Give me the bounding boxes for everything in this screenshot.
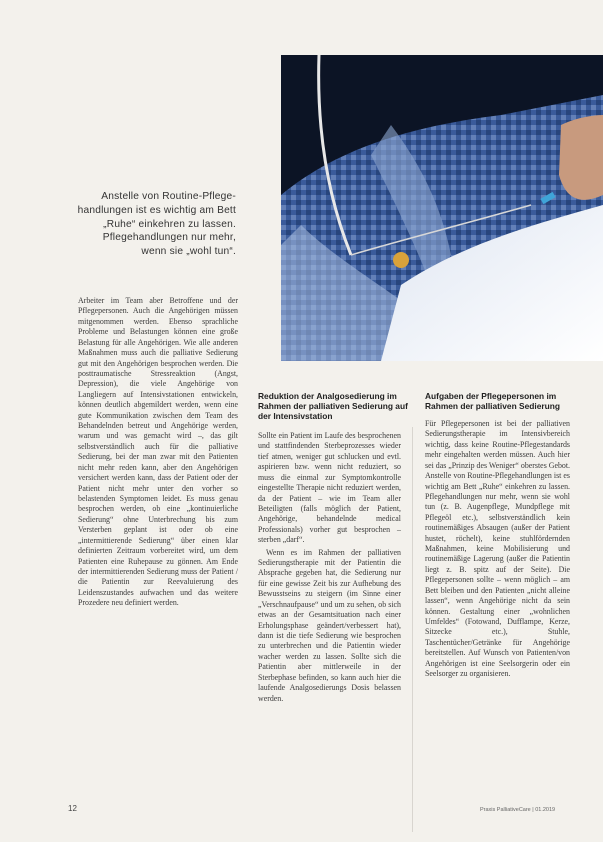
paragraph: Sollte ein Patient im Laufe des besprochenen und stattfindenden Sterbeprozesses wieder tief atmen, weniger gut schlucken und evtl. aspirieren bzw. wenn nicht reduziert, so muss die einmal zur Symptomkontrolle eingestellte Therapie nicht reduziert werden, da der Patient – wie im Team aller Beteiligten (falls möglich der Patient, Angehörige, behandelnde medical Professionals) vorher gut besprochen – sterben „darf“. [258, 431, 401, 545]
article-column-1 [78, 296, 238, 611]
pull-quote [56, 190, 236, 259]
photo-hospital-bed [281, 55, 603, 361]
photo-illustration [281, 55, 603, 361]
pull-quote-line: handlungen ist es wichtig am Bett [77, 204, 236, 216]
pull-quote-line: Pflegehandlungen nur mehr, [102, 232, 236, 244]
article-column-2 [258, 431, 401, 706]
pull-quote-line: Anstelle von Routine-Pflege- [101, 191, 236, 202]
pull-quote-line: „Ruhe“ einkehren zu lassen. [103, 218, 236, 230]
paragraph: Wenn es im Rahmen der palliativen Sedierungstherapie mit der Patientin die Absprache gegeben hat, die Sedierung nur für eine gewisse Zeit bis zur Aufhebung des Bewusstseins zu steigern (im Sinne einer „Verschnaufpause“ und um zu sehen, ob sich etwas an der Gesamtsituation nach einer Erholungsphase geändert/verbessert hat), dann ist die tiefe Sedierung wie besprochen zu unterbrechen und die Patientin wieder wacher werden zu lassen. Sollte sich die Patientin aber mittlerweile in der Sterbephase befinden, so kann auch hier die laufende Analgosedierungs Dosis belassen werden. [258, 547, 401, 703]
paragraph: Für Pflegepersonen ist bei der palliativen Sedierungstherapie im Intensivbereich wichtig, dass keine Routine-Pflegestandards mehr eingehalten werden müssen. Auch hier sei das „Prinzip des Weniger“ oberstes Gebot. Anstelle von Routine-Pflegehandlungen ist es wichtig am Bett „Ruhe“ einkehren zu lassen. Pflegehandlungen nur mehr, wenn sie wohl tun (z. B. Augenpflege, Mundpflege mit Pflegeöl etc.), selbstverständlich kein routinemäßiges Absaugen (außer der Patient hustet, röchelt), keine stuhlfördernden Maßnahmen, keine Mobilisierung und routinemäßige Lagerung (außer die Patientin liegt z. B. spitz auf der Seite). Die Pflegepersonen sollte – wenn möglich – am Bett bleiben und den Patienten „nicht alleine lassen“, wenn Angehörige nicht da sein können. Gestaltung einer „wohnlichen Umfeldes“ (Fotowand, Dufflampe, Kerze, Sitzecke etc.), Stuhle, Taschentücher/Getränke für Angehörige bereitstellen. Auf Wunsch von Patienten/von Angehörigen ist eine Seelsorgerin oder ein Seelsorger zu organisieren. [425, 419, 570, 679]
section-heading-nursing-tasks: Aufgaben der Pflegepersonen im Rahmen der palliativen Sedierung [425, 391, 560, 412]
article-column-3 [425, 419, 570, 682]
pull-quote-line: wenn sie „wohl tun“. [141, 246, 236, 258]
paragraph: Arbeiter im Team aber Betroffene und der Pflegepersonen. Auch die Angehörigen müssen mitgenommen werden. Ebenso sprachliche Probleme und Belastungen können eine große Belastung für alle Angehörigen. Wie alle anderen Maßnahmen muss auch die palliative Sedierung gut mit den Angehörigen besprochen werden. Die posttraumatische Stressreaktion (Angst, Depression), die viele Angehörige von Langliegern auf Intensivstationen entwickeln, können deutlich abgemildert werden, wenn eine gute Kommunikation zwischen dem Team des Behandelnden betreut und Angehörige werden, warum und was gemacht wird –, das gilt selbstverständlich auch für die palliative Sedierung, bei der man zwar mit den Patienten nicht mehr reden kann, aber den Angehörigen versichert werden kann, dass der Patient oder der Patient nicht mehr unter den vorher so belastenden Symptomen leidet. Es muss genau besprochen werden, ob eine „kontinuierliche Sedierung“ ohne Unterbrechung bis zum Versterben geplant ist oder ob eine „intermittierende Sedierung“ über einen klar definierten Zeitraum vorbereitet wird, um dem Patienten eine Ruhepause zu gönnen. Am Ende der intermittierenden Sedierung muss der Patient / die Patientin zur Reevaluierung des Leidenszustandes aufwachen und das weitere Prozedere neu definiert werden. [78, 296, 238, 608]
page-number: 12 [68, 804, 77, 813]
journal-footer: Praxis PalliativeCare | 01.2019 [480, 807, 556, 813]
section-heading-reduction: Reduktion der Analgosedierung im Rahmen der palliativen Sedierung auf der Intensivstation [258, 391, 408, 422]
column-divider [412, 427, 413, 832]
